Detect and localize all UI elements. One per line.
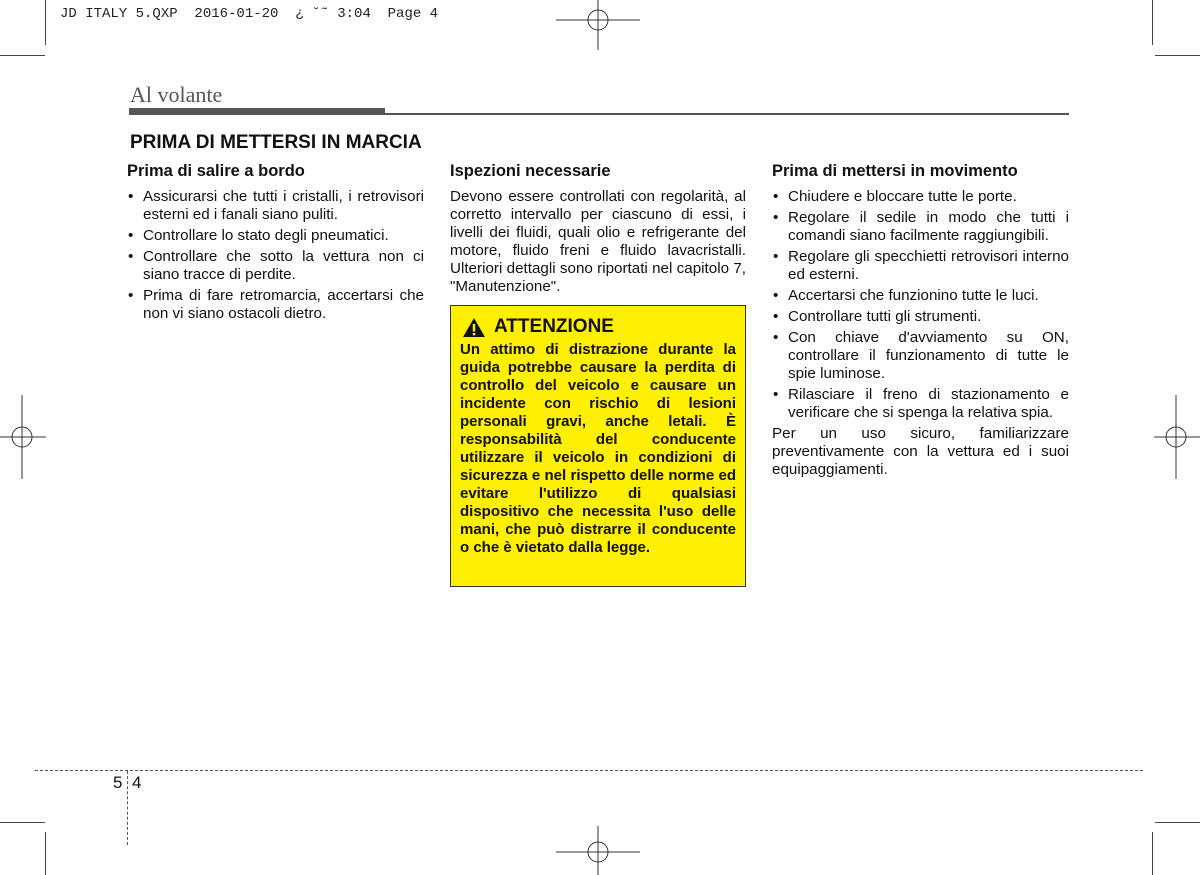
list-item: • Regolare il sedile in modo che tutti i comandi siano facilmente raggiungibili. [772,209,1069,245]
column-before-boarding [127,160,424,326]
column-heading: Prima di mettersi in movimento [772,162,1018,180]
section-title: PRIMA DI METTERSI IN MARCIA [130,132,422,153]
column-before-moving [772,160,1069,482]
checklist [772,188,1069,422]
print-slug: JD ITALY 5.QXP 2016-01-20 ¿ ˘˜ 3:04 Page 4 [60,6,439,22]
column-required-inspections [450,160,746,299]
header-bar [129,108,385,115]
footer-rule [35,770,1143,771]
registration-mark-icon [556,0,640,50]
list-item: • Controllare che sotto la vettura non ci siano tracce di perdite. [127,248,424,284]
crop-mark [45,832,46,875]
warning-triangle-icon [462,317,486,338]
list-item: • Accertarsi che funzionino tutte le luci. [772,287,1069,305]
running-head: Al volante [130,82,223,107]
page-number: 4 [132,773,142,792]
crop-mark [1152,0,1153,45]
list-item: • Controllare lo stato degli pneumatici. [127,227,424,245]
crop-mark [45,0,46,45]
list-item: • Controllare tutti gli strumenti. [772,308,1069,326]
body-paragraph: Devono essere controllati con regolarità, al corretto intervallo per ciascuno di essi, i livelli dei fluidi, quali olio e refrigerante del motore, fluido freni e fluido lavacristalli. Ulteriori dettagli sono riportati nel capitolo 7, "Manutenzione". [450,188,746,295]
warning-title: ATTENZIONE [494,316,614,337]
column-heading: Ispezioni necessarie [450,162,611,180]
list-item: • Con chiave d'avviamento su ON, controllare il funzionamento di tutte le spie luminose. [772,329,1069,383]
list-item: • Rilasciare il freno di stazionamento e verificare che si spenga la relativa spia. [772,386,1069,422]
list-item: • Assicurarsi che tutti i cristalli, i retrovisori esterni ed i fanali siano puliti. [127,188,424,224]
checklist [127,188,424,323]
header-rule [385,113,1069,115]
registration-mark-icon [556,826,640,875]
crop-mark [1155,55,1200,56]
chapter-number: 5 [113,773,123,792]
column-heading: Prima di salire a bordo [127,162,305,180]
crop-mark [1152,832,1153,875]
crop-mark [0,822,45,823]
list-item: • Regolare gli specchietti retrovisori interno ed esterni. [772,248,1069,284]
warning-header [462,316,736,338]
crop-mark [1155,822,1200,823]
crop-mark [0,55,45,56]
closing-paragraph: Per un uso sicuro, familiarizzare preventivamente con la vettura ed i suoi equipaggiamenti. [772,425,1069,478]
warning-box [450,305,746,587]
list-item: • Chiudere e bloccare tutte le porte. [772,188,1069,206]
registration-mark-icon [1154,395,1200,479]
list-item: • Prima di fare retromarcia, accertarsi che non vi siano ostacoli dietro. [127,287,424,323]
registration-mark-icon [0,395,46,479]
warning-text: Un attimo di distrazione durante la guida potrebbe causare la perdita di controllo del veicolo e causare un incidente con rischio di lesioni personali gravi, anche letali. È responsabilità del conducente utilizzare il veicolo in condizioni di sicurezza e nel rispetto delle norme ed evitare l'utilizzo di qualsiasi dispositivo che necessita l'uso delle mani, che può distrarre il conducente o che è vietato dalla legge. [460,341,736,556]
page-number-separator [127,771,128,845]
